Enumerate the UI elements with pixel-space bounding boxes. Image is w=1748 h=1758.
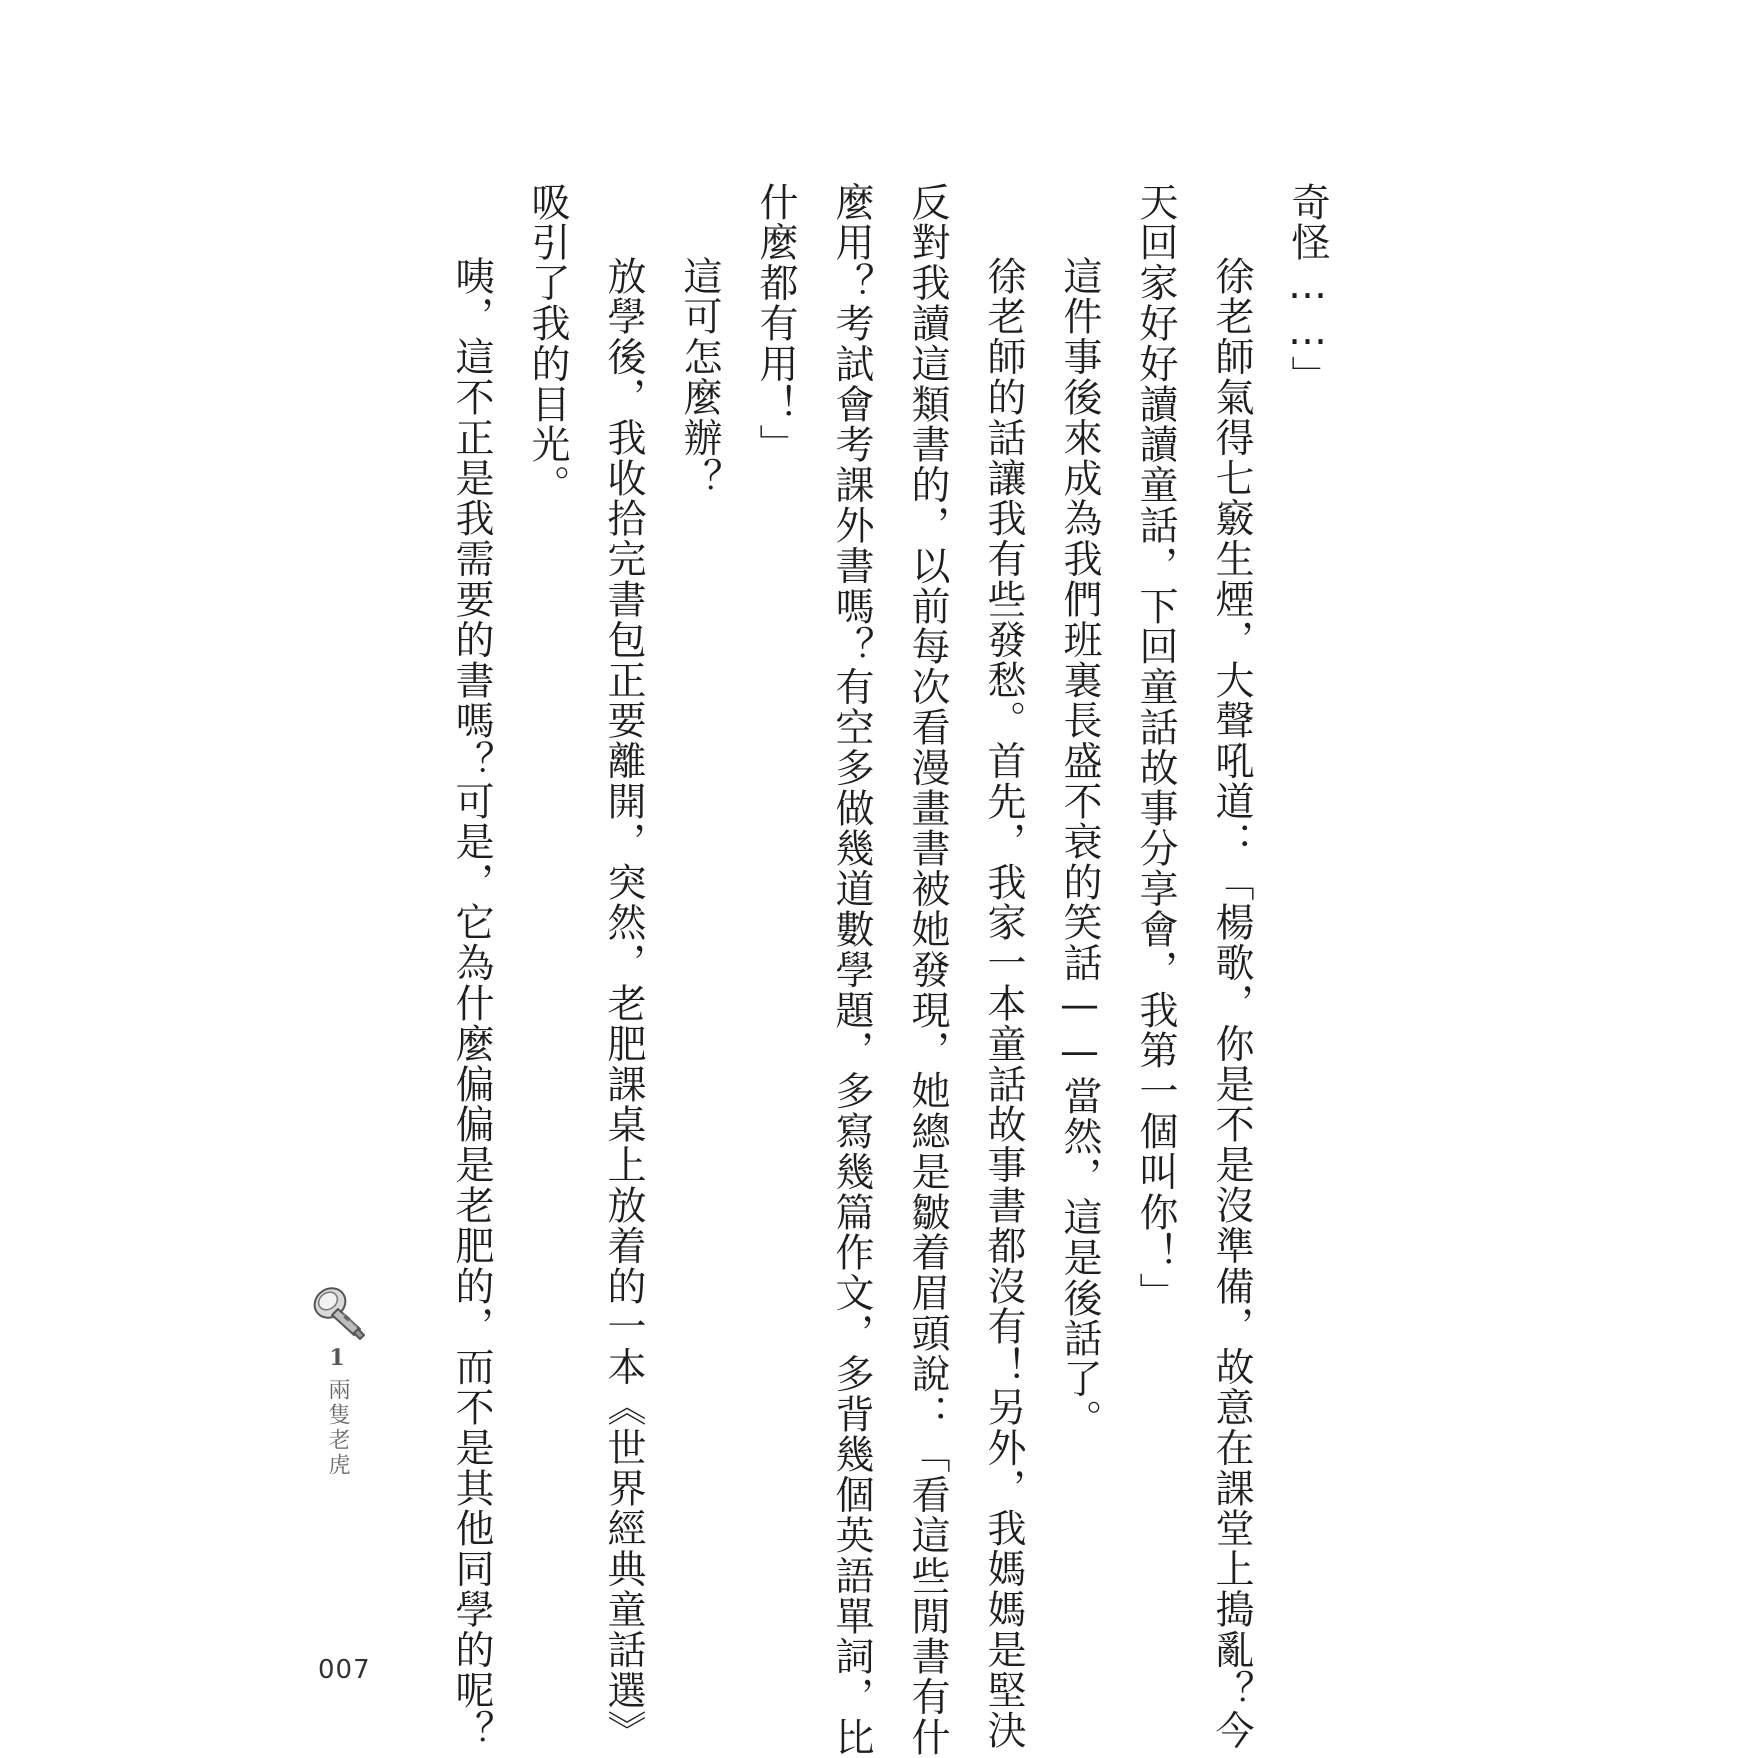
text-column-5: 徐老師的話讓我有些發愁。首先，我家一本童話故事書都沒有！另外，我媽媽是堅決 [981, 256, 1026, 1751]
text-column-10: 放學後，我收拾完書包正要離開，突然，老肥課桌上放着的一本《世界經典童話選》 [601, 256, 646, 1751]
text-column-7: 麼用？考試會考課外書嗎？有空多做幾道數學題，多寫幾篇作文，多背幾個英語單詞，比 [829, 182, 874, 1758]
page-number: 007 [318, 1655, 371, 1685]
text-column-9: 這可怎麼辦？ [677, 256, 722, 499]
text-column-11: 吸引了我的目光。 [525, 182, 570, 506]
text-column-1: 奇怪……」 [1285, 182, 1330, 396]
text-column-6: 反對我讀這類書的，以前每次看漫畫書被她發現，她總是皺着眉頭說：「看這些閒書有什 [905, 182, 950, 1758]
text-column-12: 咦，這不正是我需要的書嗎？可是，它為什麼偏偏是老肥的，而不是其他同學的呢？ [449, 256, 494, 1751]
flashlight-icon [310, 1285, 370, 1345]
chapter-title: 兩隻老虎 [325, 1378, 350, 1478]
text-column-4: 這件事後來成為我們班裏長盛不衰的笑話——當然，這是後話了。 [1057, 256, 1102, 1440]
text-column-3: 天回家好好讀讀童話，下回童話故事分享會，我第一個叫你！」 [1133, 182, 1178, 1314]
text-column-8: 什麼都有用！」 [753, 182, 798, 465]
text-column-2: 徐老師氣得七竅生煙，大聲吼道：「楊歌，你是不是沒準備，故意在課堂上搗亂？今 [1209, 256, 1254, 1751]
chapter-number: 1 [329, 1345, 345, 1371]
